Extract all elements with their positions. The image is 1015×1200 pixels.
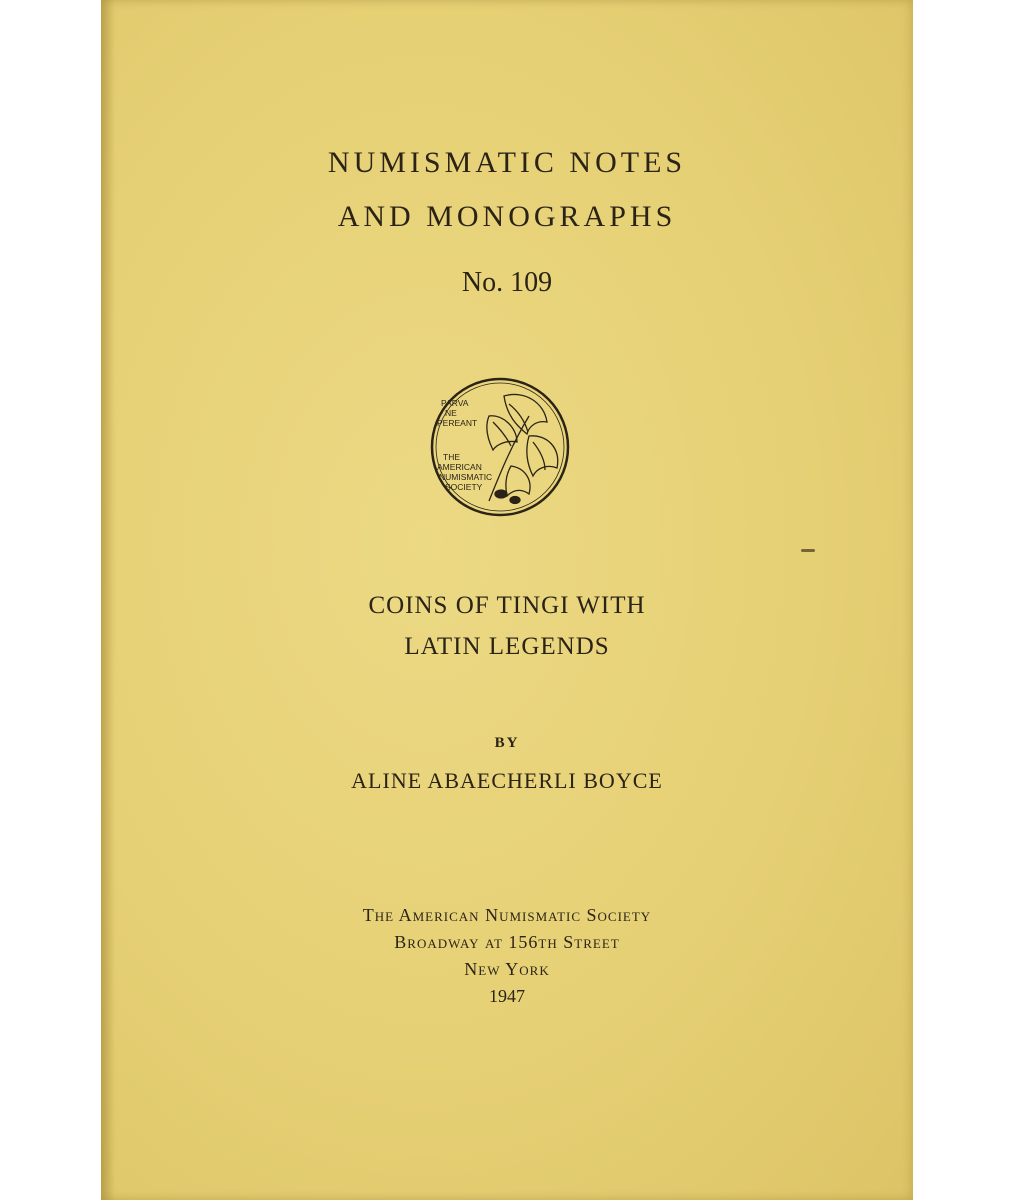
series-title-line-2: AND MONOGRAPHS	[337, 200, 677, 233]
paper-speck	[801, 549, 815, 552]
society-seal-icon	[429, 376, 571, 518]
oak-branch-icon	[487, 394, 558, 503]
book-title-line-2: LATIN LEGENDS	[404, 633, 610, 660]
seal-name-2: AMERICAN	[437, 462, 482, 472]
publication-year: 1947	[489, 986, 525, 1006]
publisher-name: The American Numismatic Society	[362, 905, 652, 925]
author-name: ALINE ABAECHERLI BOYCE	[351, 768, 663, 793]
seal-motto-2: NE	[445, 408, 457, 418]
seal-name-1: THE	[443, 452, 460, 462]
by-label: BY	[494, 735, 520, 751]
seal-name-4: SOCIETY	[445, 482, 483, 492]
publisher-city: New York	[464, 959, 550, 979]
seal-motto-3: PEREANT	[437, 418, 478, 428]
series-title-line-1: NUMISMATIC NOTES	[327, 146, 687, 179]
book-cover	[101, 0, 913, 1200]
series-number: No. 109	[461, 267, 553, 298]
publisher-address: Broadway at 156th Street	[394, 932, 620, 952]
seal-name-3: NUMISMATIC	[439, 472, 493, 482]
seal-motto-1: PARVA	[441, 398, 469, 408]
book-title-line-1: COINS OF TINGI WITH	[368, 592, 646, 619]
